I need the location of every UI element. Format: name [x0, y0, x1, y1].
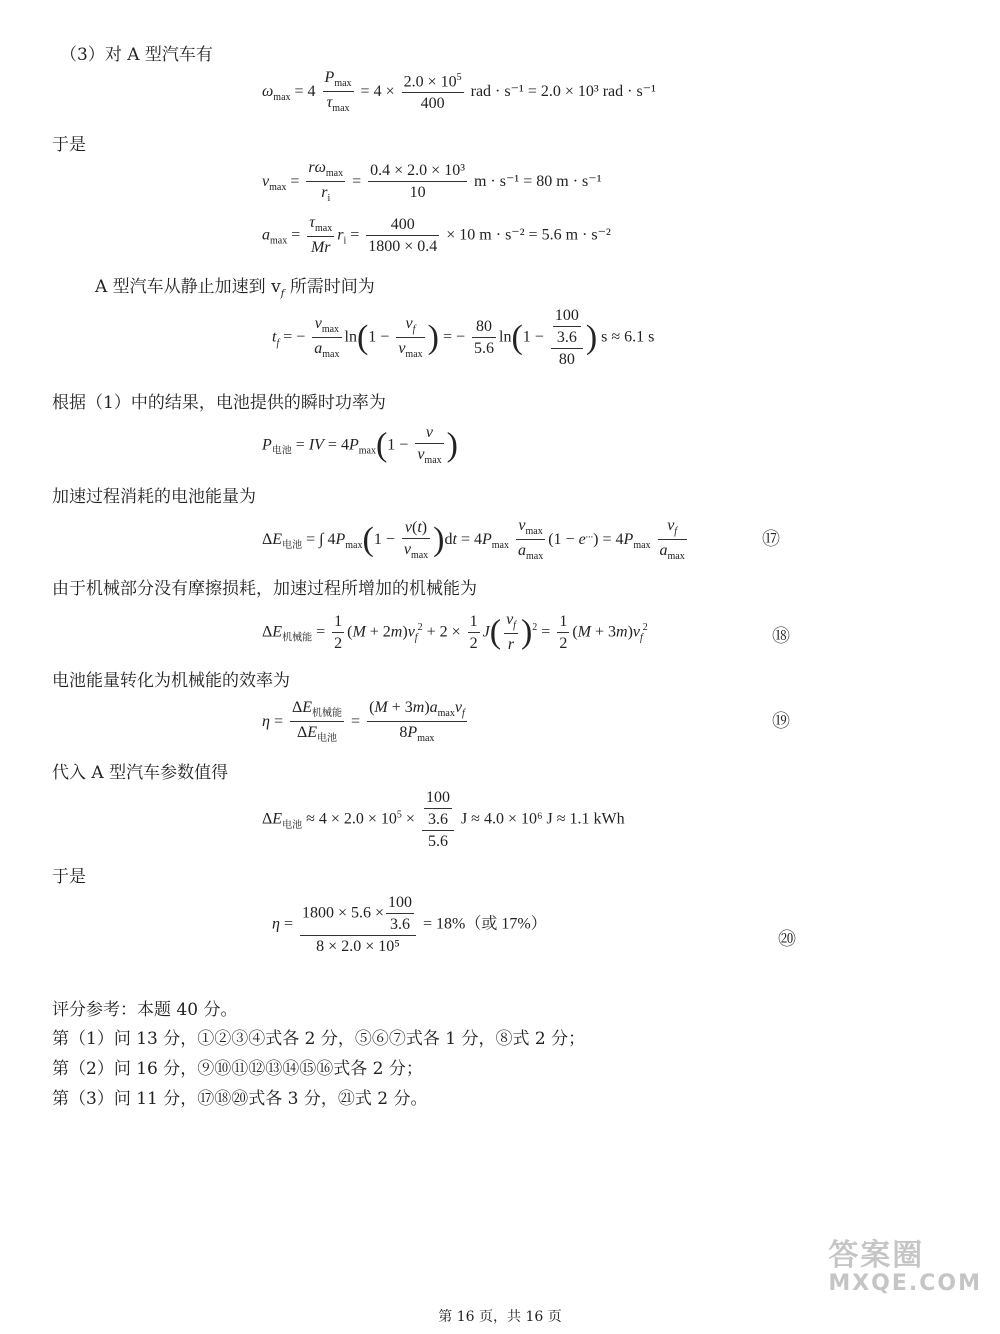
eq-text: J ≈ 4.0 × 10⁶ J ≈ 1.1 kWh: [460, 810, 625, 828]
equation-t-f: $t_f$ = − $\frac{v_{max}}{a_{max}}$ ln(1 − $\frac{v_f}{v_{max}}$ ) = − $\frac{80}{5.6}$ ln(1 − $\frac{\frac{100}{3.6}}{80}$ ) s ≈ 6.1 s: [272, 307, 655, 368]
text-mech-energy: 由于机械部分没有摩擦损耗，加速过程所增加的机械能为: [52, 579, 477, 599]
watermark-line: 答案圈: [828, 1238, 925, 1273]
eq-symbol: P: [324, 69, 335, 86]
fraction: $\frac{2.0 \times 10^5}{400}$: [403, 71, 462, 112]
text-part: 所需时间为: [289, 277, 375, 297]
equation-marker-19: ⑲: [772, 711, 790, 732]
text-thus-1: 于是: [52, 135, 86, 155]
eq-text: rad · s⁻¹ = 2.0 × 10³ rad · s⁻¹: [470, 82, 656, 100]
eq-text: 400: [366, 217, 439, 236]
page-footer: 第 16 页，共 16 页: [438, 1309, 562, 1325]
equation-v-max: $v_{max}$ = $\frac{r\omega_{max}}{r_i}$ = $\frac{\text{0.4 × 2.0 × 10³}}{10}$ m · s⁻¹ = 80 m · s⁻¹: [262, 159, 602, 205]
watermark-logo: [828, 1240, 982, 1295]
eq-text: 100: [553, 308, 581, 327]
equation-delta-e-mech: $\Delta E_{机械能}$ = $\frac{1}{2}$ $(M + 2m)v_f^2 + 2$ × $\frac{1}{2}$ J( $\frac{v_f}{r}$ )$^2$ = $\frac{1}{2}$ $(M + 3m)v_f^2$: [262, 611, 648, 654]
scoring-total: 评分参考：本题 40 分。: [52, 1000, 238, 1020]
scoring-part-3: 第（3）问 11 分，⑰⑱⑳式各 3 分，㉑式 2 分。: [52, 1089, 428, 1109]
eq-text: × 10 m · s⁻² = 5.6 m · s⁻²: [446, 226, 611, 244]
text-instant-power: 根据（1）中的结果，电池提供的瞬时功率为: [52, 393, 386, 413]
equation-power: $P_{电池}$ = IV = $4P_{max}(1$ − $\frac{v}{v_{max}}$ ): [262, 424, 458, 467]
watermark-line: MXQE.COM: [828, 1270, 982, 1296]
eq-text: 3.6: [556, 329, 577, 346]
equation-marker-18: ⑱: [772, 626, 790, 647]
eq-text: 0.4 × 2.0 × 10³: [368, 163, 467, 182]
equation-a-max: $a_{max}$ = $\frac{\tau_{max}}{Mr}$ $r_i$ = $\frac{400}{1800 \times 0.4}$ × 10 m · s⁻² = 5.6 m · s⁻²: [262, 214, 611, 257]
equation-marker-17: ⑰: [762, 529, 780, 550]
eq-text: 10: [409, 184, 426, 202]
eq-text: = 4 ×: [360, 82, 395, 100]
scoring-part-1: 第（1）问 13 分，①②③④式各 2 分，⑤⑥⑦式各 1 分，⑧式 2 分；: [52, 1029, 586, 1049]
eq-text: 80: [472, 319, 496, 338]
eq-text: = 18%（或 17%）: [423, 915, 547, 933]
equation-eta: η = $\frac{\Delta E_{机械能}}{\Delta E_{电池}}$ = $\frac{(M + 3m)a_{max}v_f}{8P_{max}}$: [262, 699, 465, 745]
text-efficiency: 电池能量转化为机械能的效率为: [52, 671, 290, 691]
eq-text: = 4: [294, 82, 316, 100]
text-accel-time: A 型汽车从静止加速到 $v_f$ 所需时间为: [95, 277, 375, 300]
eq-text: 5.6: [474, 340, 495, 357]
scoring-part-2: 第（2）问 16 分，⑨⑩⑪⑫⑬⑭⑮⑯式各 2 分；: [52, 1059, 423, 1079]
text-thus-2: 于是: [52, 867, 86, 887]
equation-omega-max: $\omega_{max} = 4$ $\frac{P_{max}}{\tau_{max}}$ = 4 × $\frac{2.0 \times 10^5}{400}$ rad · s⁻¹ = 2.0 × 10³ rad · s⁻¹: [262, 69, 656, 115]
eq-text: 8 × 2.0 × 10⁵: [316, 938, 400, 955]
eq-text: 2.0 × 10: [403, 72, 457, 90]
equation-eta-value: η = 1800 × 5.6 × $\frac{100}{3.6}$ 8 × 2.0 × 10⁵ = 18%（或 17%）: [272, 894, 547, 955]
equation-marker-20: ⑳: [778, 929, 796, 950]
eq-text: s ≈ 6.1 s: [601, 328, 655, 346]
eq-text: m · s⁻¹ = 80 m · s⁻¹: [473, 172, 602, 190]
equation-delta-e-battery: $\Delta E_{电池}$ = ∫ $4P_{max}(1$ − $\frac{v(t)}{v_{max}}$ )$dt = 4P_{max}$ $\frac{v_{max}}{a_{max}}$ $(1 - e^{...}) = 4P_{max}$ $\frac{v_f}{a_{max}}$: [262, 517, 685, 563]
eq-symbol: τ: [326, 94, 333, 112]
part3-intro: （3）对 A 型汽车有: [60, 45, 213, 65]
eq-text: 80: [558, 351, 575, 368]
eq-text: 1800 × 5.6 ×: [301, 904, 385, 922]
fraction: $\frac{P_{max}}{\tau_{max}}$: [324, 69, 352, 115]
eq-symbol: ω: [262, 82, 274, 100]
text-substitute: 代入 A 型汽车参数值得: [52, 763, 229, 783]
text-battery-energy: 加速过程消耗的电池能量为: [52, 487, 256, 507]
eq-text: 400: [420, 94, 445, 112]
equation-delta-e-value: $\Delta E_{电池} \approx 4 \times 2.0 \times 10^5$ × $\frac{\frac{100}{3.6}}{5.6}$ J ≈ 4.0 × 10⁶ J ≈ 1.1 kWh: [262, 789, 625, 850]
text-part: A 型汽车从静止加速到 v: [95, 277, 281, 297]
eq-text: 1800 × 0.4: [368, 237, 438, 255]
